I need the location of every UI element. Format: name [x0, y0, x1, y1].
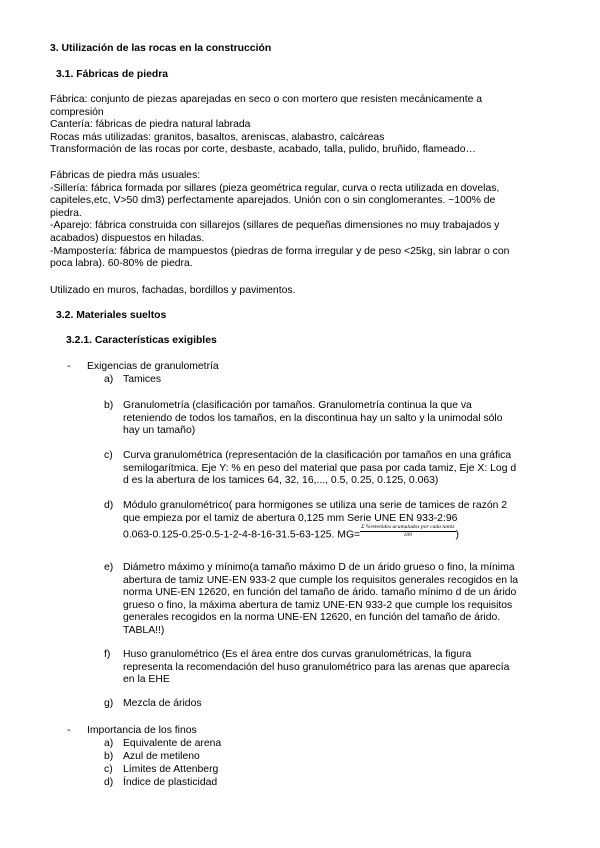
text-line: Curva granulométrica (representación de la clasificación por tamaños en una gráfica: [123, 450, 512, 461]
text-line: reteniendo de todos los tamaños, en la discontinua hay un salto y la unimodal sólo: [123, 412, 503, 424]
heading-section-3-1: 3.1. Fábricas de piedra: [56, 69, 169, 80]
item-letter: d): [104, 777, 114, 788]
intro-paragraph: [50, 94, 550, 157]
list-item-limites: Límites de Attenberg: [123, 764, 219, 775]
item-letter: d): [104, 500, 114, 511]
text-line: que empieza por el tamiz de abertura 0,125 mm Serie UNE EN 933-2:96: [123, 512, 458, 524]
formula-denominator: 100: [403, 532, 412, 539]
formula-line: [123, 524, 553, 542]
text-line: abertura de tamiz UNE-EN 933-2 que cumple los requisitos generales recogidos en la: [123, 574, 519, 586]
formula-suffix: ): [455, 529, 459, 541]
list-item-indice: Índice de plasticidad: [123, 777, 218, 788]
list-item-huso: [123, 649, 553, 687]
list-item-diametro: [123, 562, 553, 638]
used-in-text: Utilizado en muros, fachadas, bordillos y pavimentos.: [50, 285, 296, 296]
text-line: en la EHE: [123, 674, 170, 686]
item-letter: e): [104, 562, 114, 573]
item-letter: b): [104, 751, 114, 762]
heading-section-3-2: 3.2. Materiales sueltos: [56, 310, 167, 321]
text-line: Diámetro máximo y mínimo(a tamaño máximo D de un árido grueso o fino, la mínima: [123, 562, 515, 573]
formula-prefix: 0.063-0.125-0.25-0.5-1-2-4-8-16-31.5-63-125. MG=: [123, 529, 361, 541]
list-dash: -: [67, 361, 71, 372]
text-line: representa la recomendación del huso granulométrico para las arenas que aparecía: [123, 661, 510, 673]
item-letter: f): [104, 649, 111, 660]
text-line: -Mampostería: fábrica de mampuestos (piedras de forma irregular y de peso <25kg, sin labrar o con: [50, 245, 510, 257]
list-item-mezcla: [123, 698, 553, 711]
text-line: Fábrica: conjunto de piezas aparejadas en seco o con mortero que resisten mecánicamente a: [50, 94, 483, 105]
text-line: semilogarítmica. Eje Y: % en peso del material que pasa por cada tamiz, Eje X: Log d: [123, 462, 517, 474]
text-line: acabados) dispuestos en hiladas.: [50, 232, 205, 244]
item-letter: c): [104, 764, 113, 775]
text-line: -Aparejo: fábrica construida con sillarejos (sillares de pequeñas dimensiones no muy trabajados y: [50, 220, 500, 232]
text-line: piedra.: [50, 207, 82, 219]
item-letter: c): [104, 450, 113, 461]
list-item-granulometria: [123, 400, 553, 438]
text-line: capiteles,etc, V>50 dm3) perfectamente aparejados. Unión con o sin conglomerantes. ~100% de: [50, 195, 496, 207]
heading-section-3: 3. Utilización de las rocas en la construcción: [50, 43, 272, 54]
list-item-azul: Azul de metileno: [123, 751, 200, 762]
text-line: poca labra). 60-80% de piedra.: [50, 258, 193, 270]
text-line: Mezcla de áridos: [123, 698, 202, 709]
text-line: generales recogidos en la norma UNE-EN 12620, en función del tamaño de árido.: [123, 612, 501, 624]
text-line: norma UNE-EN 12620, en función del tamaño de árido. tamaño mínimo d de un árido: [123, 587, 517, 599]
text-line: grueso o fino, la máxima abertura de tamiz UNE-EN 933-2 que cumple los requisitos: [123, 599, 513, 611]
text-line: d es la abertura de los tamices 64, 32, 16,..., 0.5, 0.25, 0.125, 0.063): [123, 475, 439, 487]
item-letter: a): [104, 738, 114, 749]
text-line: Huso granulométrico (Es el área entre dos curvas granulométricas, la figura: [123, 649, 472, 660]
list-title-finos: Importancia de los finos: [87, 725, 197, 736]
text-line: Transformación de las rocas por corte, desbaste, acabado, talla, pulido, bruñido, flameado…: [50, 144, 476, 156]
list-item-tamices: [123, 374, 553, 387]
item-letter: a): [104, 374, 114, 385]
text-line: Cantería: fábricas de piedra natural labrada: [50, 119, 251, 131]
text-line: -Sillería: fábrica formada por sillares (pieza geométrica regular, curva o recta utilizada en dovelas,: [50, 182, 500, 194]
list-item-modulo: [123, 500, 553, 542]
list-item-equivalente: Equivalente de arena: [123, 738, 222, 749]
text-line: Granulometría (clasificación por tamaños. Granulometría continua la que va: [123, 400, 472, 411]
list-title-granulometria: Exigencias de granulometría: [87, 361, 219, 372]
formula-fraction: [360, 524, 455, 539]
formula-numerator: Σ %retenidos acumulados por cada tamiz: [361, 524, 455, 531]
text-line: hay un tamaño): [123, 425, 196, 437]
text-line: Módulo granulométrico( para hormigones se utiliza una serie de tamices de razón 2: [123, 500, 508, 511]
text-line: compresión: [50, 106, 104, 118]
item-letter: b): [104, 400, 114, 411]
text-line: Rocas más utilizadas: granitos, basaltos, areniscas, alabastro, calcáreas: [50, 131, 385, 143]
text-line: Fábricas de piedra más usuales:: [50, 170, 201, 181]
text-line: TABLA!!): [123, 624, 165, 636]
item-letter: g): [104, 698, 114, 709]
list-item-curva: [123, 450, 553, 488]
usual-fabrics-paragraph: [50, 170, 550, 271]
text-line: Tamices: [123, 374, 162, 385]
list-dash: -: [67, 725, 71, 736]
heading-section-3-2-1: 3.2.1. Características exigibles: [66, 335, 217, 346]
